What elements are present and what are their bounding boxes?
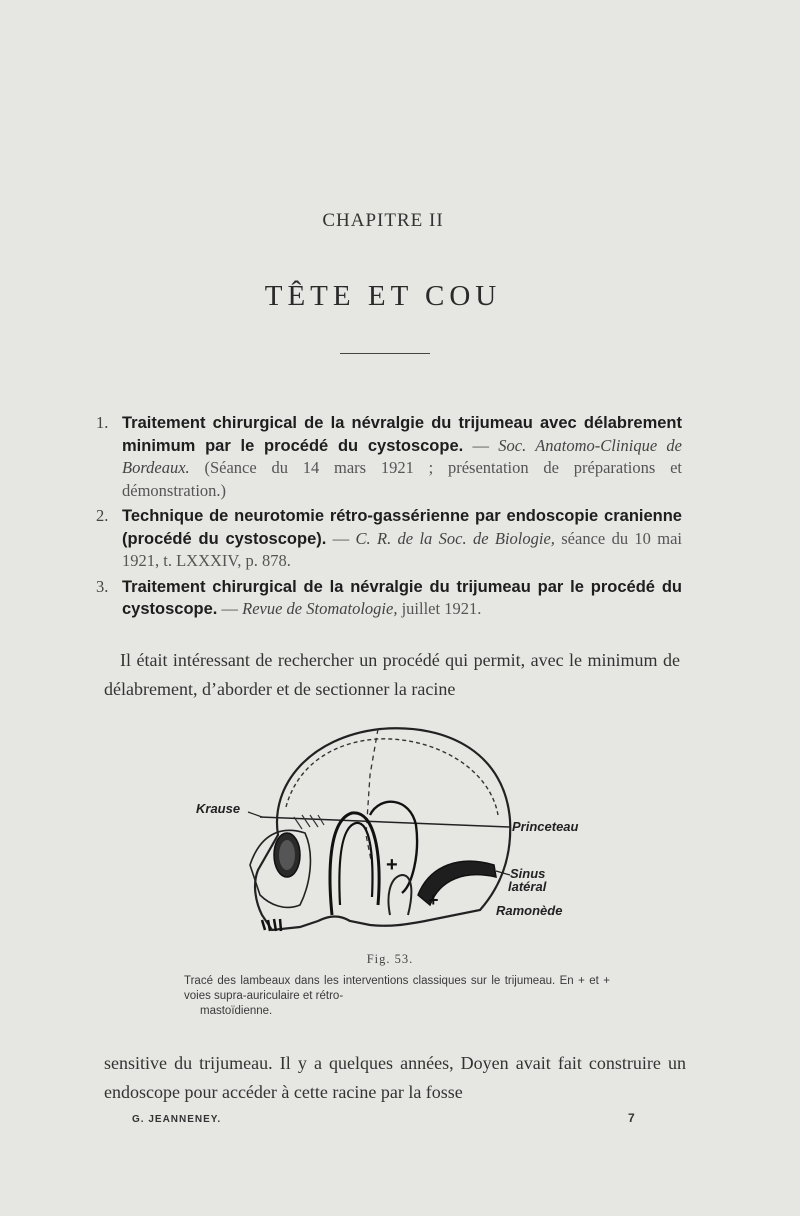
reference-title: Technique de neurotomie rétro-gassérienne par endoscopie cranienne (procédé du cystoscope). <box>122 507 682 548</box>
label-sinus: Sinus <box>510 866 546 881</box>
figure-caption <box>184 974 610 1019</box>
body-paragraph <box>104 646 680 704</box>
mastoid <box>389 875 412 915</box>
reference-details: séance du 10 mai 1921, t. LXXXIV, p. 878. <box>122 528 682 570</box>
chapter-heading: CHAPITRE II <box>322 210 444 231</box>
signature-mark: G. JEANNENEY. <box>132 1114 222 1125</box>
label-lateral: latéral <box>508 879 547 894</box>
page-number: 7 <box>628 1111 635 1125</box>
chapter-title: TÊTE ET COU <box>264 280 502 312</box>
title-divider <box>340 353 430 354</box>
figure-number: Fig. 53. <box>366 952 414 966</box>
svg-text:+: + <box>386 854 398 876</box>
label-princeteau: Princeteau <box>512 819 579 834</box>
reference-source: Revue de Stomatologie, <box>242 599 398 618</box>
reference-title: Traitement chirurgical de la névralgie du trijumeau par le procédé du cystoscope. <box>122 577 682 618</box>
body-paragraph: sensitive du trijumeau. Il y a quelques années, Doyen avait fait construire un endoscope pour accéder à cette racine par la fosse <box>104 1053 686 1102</box>
skull-outline <box>255 728 510 930</box>
skull-figure <box>190 715 610 940</box>
caption-continuation: mastoïdienne. <box>200 1005 273 1017</box>
flap-inner <box>339 823 372 905</box>
reference-source: Soc. Anatomo-Clinique de Bordeaux. <box>122 435 682 477</box>
label-krause: Krause <box>196 801 241 816</box>
paragraph-text: Il était intéressant de rechercher un procédé qui permit, avec le minimum de délabrement, d’aborder et de sectionner la racine <box>104 650 680 699</box>
reference-number: 3. <box>96 576 109 596</box>
label-ramonede: Ramonède <box>496 903 563 918</box>
reference-item <box>96 576 682 621</box>
reference-list <box>96 412 682 624</box>
reference-dash: — <box>463 435 499 455</box>
reference-number: 1. <box>96 413 109 432</box>
reference-details: juillet 1921. <box>397 599 482 618</box>
reference-item <box>96 412 682 502</box>
reference-title: Traitement chirurgical de la névralgie du trijumeau avec délabrement minimum par le procédé du cystoscope. <box>122 414 682 455</box>
reference-item <box>96 505 682 573</box>
face-hatching <box>294 815 324 829</box>
reference-dash: — <box>326 528 356 548</box>
svg-text:+: + <box>428 890 439 910</box>
reference-dash: — <box>217 599 243 618</box>
reference-details: (Séance du 14 mars 1921 ; présentation de préparations et démonstration.) <box>122 458 682 500</box>
reference-source: C. R. de la Soc. de Biologie, <box>355 528 555 548</box>
reference-number: 2. <box>96 506 109 525</box>
caption-line: Tracé des lambeaux dans les interventions classiques sur le trijumeau. En + et + voies supra-auriculaire et rétro- <box>184 975 610 1002</box>
